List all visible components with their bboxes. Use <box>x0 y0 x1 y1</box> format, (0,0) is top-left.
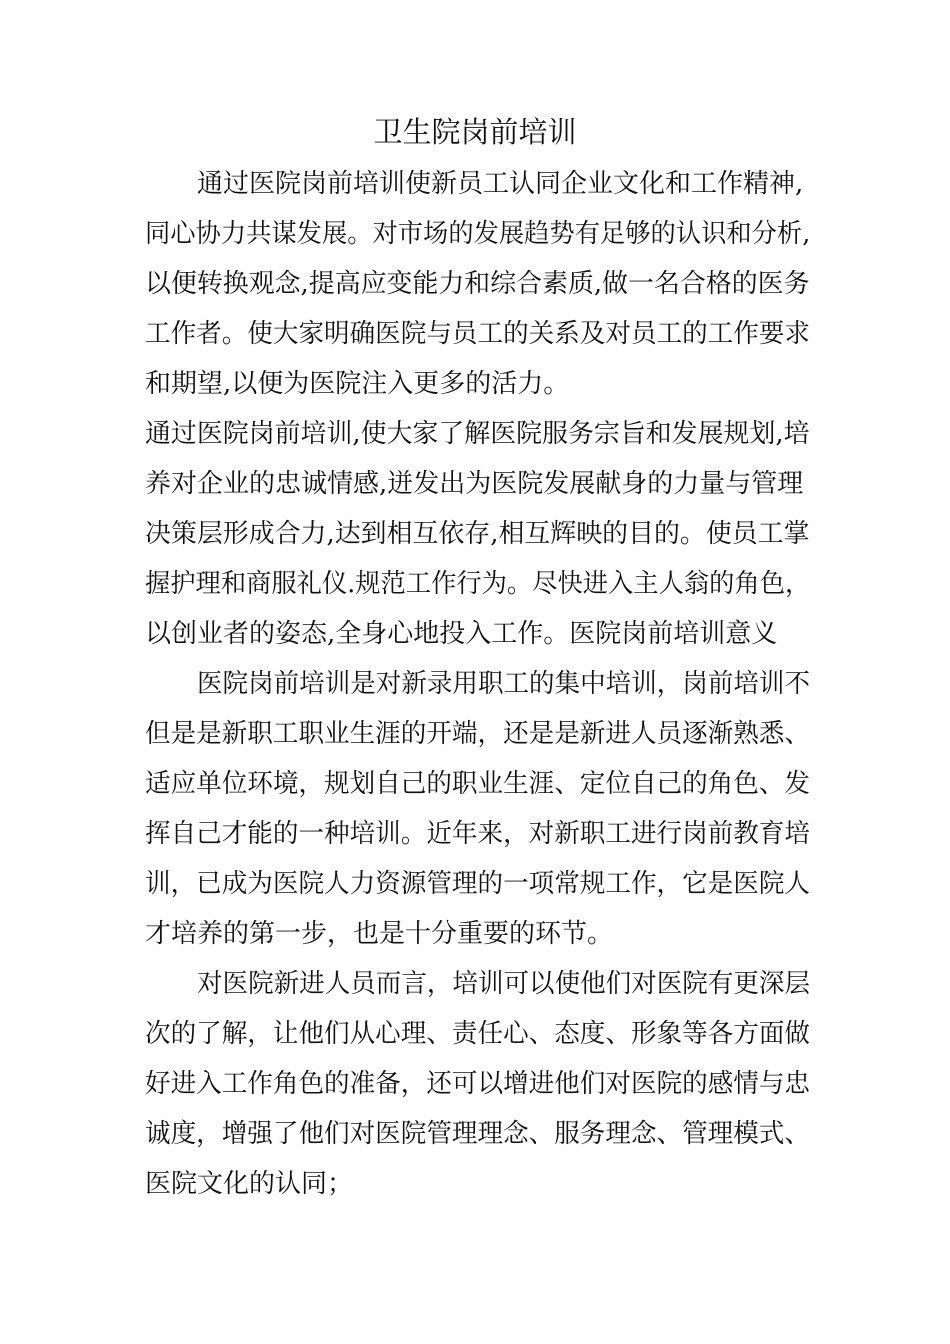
paragraph-1-line-3: 以便转换观念,提高应变能力和综合素质,做一名合格的医务 <box>145 269 810 299</box>
paragraph-4-line-5: 医院文化的认同； <box>145 1169 354 1199</box>
paragraph-2-line-5: 以创业者的姿态,全身心地投入工作。医院岗前培训意义 <box>145 619 778 649</box>
paragraph-2-line-1: 通过医院岗前培训,使大家了解医院服务宗旨和发展规划,培 <box>145 419 810 449</box>
paragraph-3-line-2: 但是是新职工职业生涯的开端，还是是新进人员逐渐熟悉、 <box>145 719 810 749</box>
paragraph-3-line-5: 训，已成为医院人力资源管理的一项常规工作，它是医院人 <box>145 869 810 899</box>
paragraph-1-line-1: 通过医院岗前培训使新员工认同企业文化和工作精神, <box>197 169 804 199</box>
paragraph-4-line-3: 好进入工作角色的准备，还可以增进他们对医院的感情与忠 <box>145 1069 810 1099</box>
paragraph-3-line-3: 适应单位环境，规划自己的职业生涯、定位自己的角色、发 <box>145 769 810 799</box>
paragraph-2-line-3: 决策层形成合力,达到相互依存,相互辉映的目的。使员工掌 <box>145 519 810 549</box>
paragraph-1-line-4: 工作者。使大家明确医院与员工的关系及对员工的工作要求 <box>145 319 810 349</box>
paragraph-1-line-5: 和期望,以便为医院注入更多的活力。 <box>145 369 570 399</box>
paragraph-1-line-2: 同心协力共谋发展。对市场的发展趋势有足够的认识和分析, <box>145 219 811 249</box>
paragraph-3-line-6: 才培养的第一步，也是十分重要的环节。 <box>145 919 614 949</box>
paragraph-2-line-2: 养对企业的忠诚情感,迸发出为医院发展献身的力量与管理 <box>145 469 804 499</box>
paragraph-2-line-4: 握护理和商服礼仪.规范工作行为。尽快进入主人翁的角色， <box>145 569 811 599</box>
paragraph-3-line-4: 挥自己才能的一种培训。近年来，对新职工进行岗前教育培 <box>145 819 810 849</box>
paragraph-3-line-1: 医院岗前培训是对新录用职工的集中培训，岗前培训不 <box>197 669 811 699</box>
paragraph-4-line-2: 次的了解，让他们从心理、责任心、态度、形象等各方面做 <box>145 1019 810 1049</box>
paragraph-4-line-1: 对医院新进人员而言，培训可以使他们对医院有更深层 <box>197 969 811 999</box>
paragraph-4-line-4: 诚度，增强了他们对医院管理理念、服务理念、管理模式、 <box>145 1119 810 1149</box>
document-title: 卫生院岗前培训 <box>373 115 577 149</box>
